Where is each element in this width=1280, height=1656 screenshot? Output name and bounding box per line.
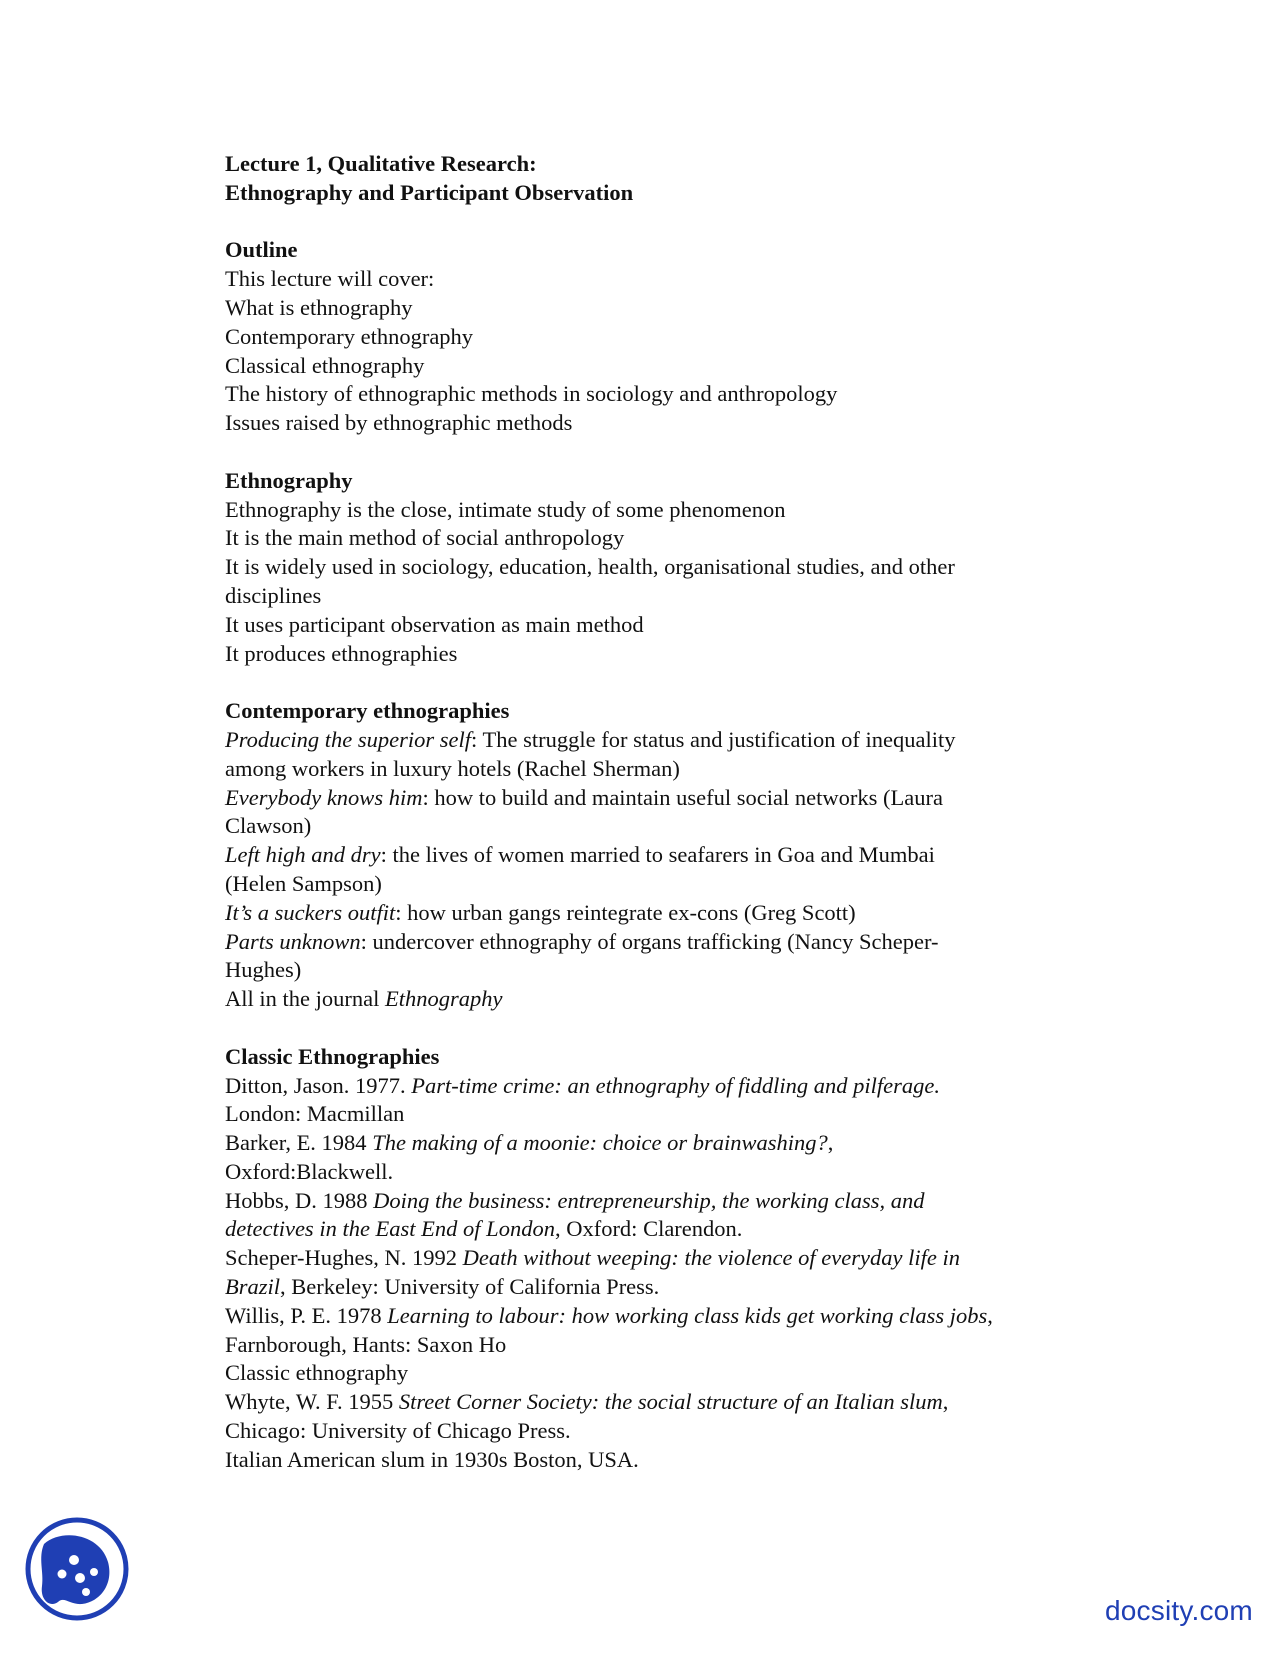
outline-line: This lecture will cover:: [225, 266, 435, 292]
journal-line: All in the journal Ethnography: [225, 986, 503, 1012]
contemporary-item: It’s a suckers outfit: how urban gangs reintegrate ex-cons (Greg Scott): [225, 899, 856, 925]
classic-heading: Classic Ethnographies: [225, 1043, 440, 1069]
reference-cont: Farnborough, Hants: Saxon Ho: [225, 1331, 507, 1357]
contemporary-item: Left high and dry: the lives of women married to seafarers in Goa and Mumbai: [225, 842, 935, 868]
reference-hobbs: Hobbs, D. 1988 Doing the business: entrepreneurship, the working class, and: [225, 1187, 925, 1213]
contemporary-item: Everybody knows him: how to build and maintain useful social networks (Laura: [225, 784, 943, 810]
reference-cont: detectives in the East End of London, Oxford: Clarendon.: [225, 1216, 743, 1242]
docsity-logo-icon: [22, 1514, 132, 1624]
work-title: Parts unknown: [225, 928, 361, 954]
ethnography-line: disciplines: [225, 582, 322, 608]
contemporary-item-cont: Clawson): [225, 813, 312, 839]
outline-heading: Outline: [225, 237, 298, 263]
work-title: Everybody knows him: [225, 784, 423, 810]
page-title-line-1: Lecture 1, Qualitative Research:: [225, 151, 537, 176]
ethnography-line: It is the main method of social anthropology: [225, 525, 625, 551]
docsity-brand-link[interactable]: docsity.com: [1105, 1595, 1253, 1626]
ethnography-line: Ethnography is the close, intimate study of some phenomenon: [225, 496, 786, 522]
work-title: It’s a suckers outfit: [225, 899, 396, 925]
reference-scheper-hughes: Scheper-Hughes, N. 1992 Death without weeping: the violence of everyday life in: [225, 1245, 960, 1271]
contemporary-item: Producing the superior self: The struggle for status and justification of inequality: [225, 726, 956, 752]
outline-line: Issues raised by ethnographic methods: [225, 410, 573, 436]
ethnography-line: It is widely used in sociology, education, health, organisational studies, and other: [225, 554, 955, 580]
ethnography-line: It produces ethnographies: [225, 640, 458, 666]
work-title: Producing the superior self: [225, 726, 472, 752]
contemporary-item: Parts unknown: undercover ethnography of organs trafficking (Nancy Scheper-: [225, 928, 939, 954]
reference-cont: London: Macmillan: [225, 1101, 405, 1127]
reference-barker: Barker, E. 1984 The making of a moonie: choice or brainwashing?,: [225, 1130, 834, 1156]
reference-whyte: Whyte, W. F. 1955 Street Corner Society: the social structure of an Italian slum,: [225, 1389, 949, 1415]
ethnography-line: It uses participant observation as main method: [225, 611, 644, 637]
document-page: [225, 150, 1105, 1475]
reference-willis: Willis, P. E. 1978 Learning to labour: how working class kids get working class jobs,: [225, 1302, 993, 1328]
outline-line: The history of ethnographic methods in sociology and anthropology: [225, 381, 838, 407]
closing-line: Italian American slum in 1930s Boston, USA.: [225, 1446, 639, 1472]
reference-cont: Oxford:Blackwell.: [225, 1158, 394, 1184]
contemporary-heading: Contemporary ethnographies: [225, 698, 510, 724]
classic-ethnography-line: Classic ethnography: [225, 1360, 409, 1386]
reference-ditton: Ditton, Jason. 1977. Part-time crime: an ethnography of fiddling and pilferage.: [225, 1072, 940, 1098]
contemporary-item-cont: among workers in luxury hotels (Rachel Sherman): [225, 755, 680, 781]
reference-cont: Chicago: University of Chicago Press.: [225, 1418, 571, 1444]
work-title: Left high and dry: [225, 842, 381, 868]
outline-line: Contemporary ethnography: [225, 323, 474, 349]
journal-name: Ethnography: [384, 986, 503, 1012]
page-title-line-2: Ethnography and Participant Observation: [225, 179, 634, 205]
reference-cont: Brazil, Berkeley: University of California Press.: [225, 1274, 660, 1300]
contemporary-item-cont: Hughes): [225, 957, 302, 983]
outline-line: What is ethnography: [225, 294, 413, 320]
outline-line: Classical ethnography: [225, 352, 425, 378]
ethnography-heading: Ethnography: [225, 467, 353, 493]
contemporary-item-cont: (Helen Sampson): [225, 870, 382, 896]
